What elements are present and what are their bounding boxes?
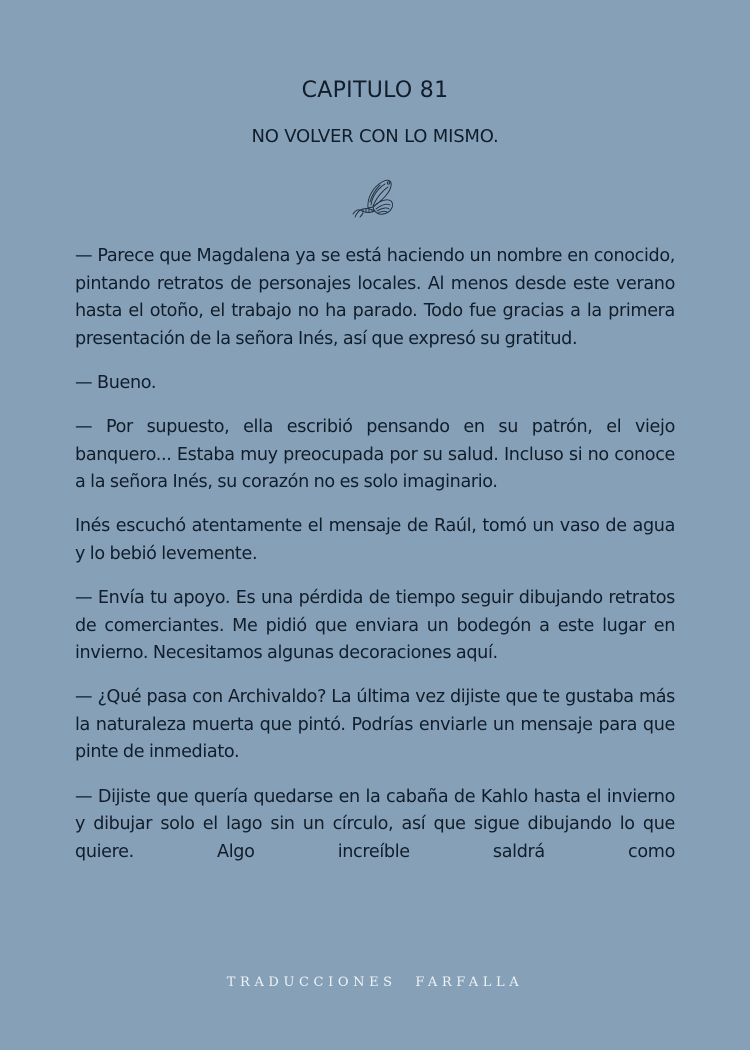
chapter-title: CAPITULO 81 [301, 78, 449, 103]
paragraph: Inés escuchó atentamente el mensaje de Raúl, tomó un vaso de agua y lo bebió levemente. [75, 516, 675, 564]
paragraph: — Bueno. [75, 372, 157, 393]
paragraph: — Parece que Magdalena ya se está haciendo un nombre en conocido, pintando retratos de personajes locales. Al menos desde este verano hasta el otoño, el trabajo no ha parado. Todo fue gracias a la primera presentación de la señora Inés, así que expresó su gratitud. [75, 246, 675, 349]
butterfly-icon [351, 178, 397, 218]
paragraph: — ¿Qué pasa con Archivaldo? La última vez dijiste que te gustaba más la naturaleza muerta que pintó. Podrías enviarle un mensaje para que pinte de inmediato. [75, 687, 675, 763]
paragraph: — Envía tu apoyo. Es una pérdida de tiempo seguir dibujando retratos de comerciantes. Me pidió que enviara un bodegón a este lugar en invierno. Necesitamos algunas decoraciones aquí. [75, 587, 675, 664]
paragraph: — Dijiste que quería quedarse en la cabaña de Kahlo hasta el invierno y dibujar solo el lago sin un círculo, así que sigue dibujando lo que quiere. Algo increíble saldrá como [75, 786, 675, 862]
footer-credit: TRADUCCIONES FARFALLA [226, 975, 524, 990]
chapter-body [75, 243, 675, 883]
chapter-subtitle: NO VOLVER CON LO MISMO. [251, 126, 499, 147]
paragraph: — Por supuesto, ella escribió pensando en su patrón, el viejo banquero... Estaba muy preocupada por su salud. Incluso si no conoce a la señora Inés, su corazón no es solo imaginario. [75, 416, 675, 493]
